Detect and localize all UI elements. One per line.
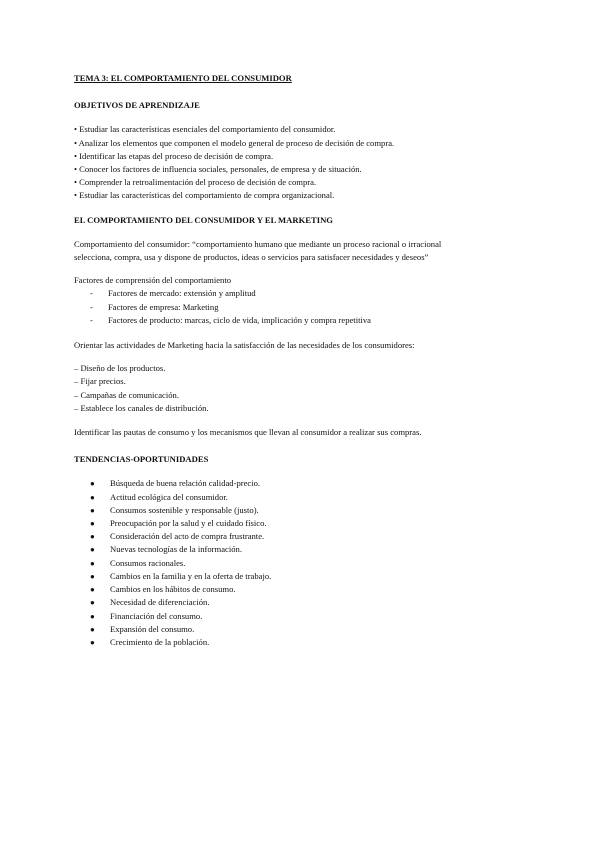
orient-paragraph: Orientar las actividades de Marketing hacia la satisfacción de las necesidades de los consumidores:: [74, 340, 415, 351]
objective-item: • Identificar las etapas del proceso de decisión de compra.: [74, 150, 274, 161]
trend-item: [74, 543, 544, 556]
objective-item: • Analizar los elementos que componen el modelo general de proceso de decisión de compra.: [74, 137, 395, 148]
bullet-icon: ●: [90, 532, 95, 542]
factor-item: [74, 301, 544, 314]
document-title: TEMA 3: EL COMPORTAMIENTO DEL CONSUMIDOR: [74, 73, 292, 83]
factor-text: Factores de empresa: Marketing: [108, 301, 219, 312]
trend-text: Consideración del acto de compra frustrante.: [110, 531, 265, 542]
objective-item: • Estudiar las características del comportamiento de compra organizacional.: [74, 190, 335, 201]
trend-item: [74, 623, 544, 636]
factor-item: [74, 314, 544, 327]
action-item: – Fijar precios.: [74, 376, 126, 387]
trend-item: [74, 596, 544, 609]
trend-text: Expansión del consumo.: [110, 623, 195, 634]
trend-item: [74, 583, 544, 596]
objectives-list: [74, 123, 544, 202]
bullet-icon: ●: [90, 479, 95, 489]
document-content: [74, 72, 544, 649]
bullet-icon: ●: [90, 558, 95, 568]
trend-text: Nuevas tecnologías de la información.: [110, 544, 242, 555]
bullet-icon: ●: [90, 505, 95, 515]
objectives-heading: OBJETIVOS DE APRENDIZAJE: [74, 100, 200, 111]
bullet-icon: ●: [90, 598, 95, 608]
trend-text: Actitud ecológica del consumidor.: [110, 491, 228, 502]
trend-item: [74, 504, 544, 517]
trend-item: [74, 610, 544, 623]
bullet-icon: ●: [90, 585, 95, 595]
trend-text: Crecimiento de la población.: [110, 636, 210, 647]
action-item: – Diseño de los productos.: [74, 363, 166, 374]
bullet-icon: ●: [90, 624, 95, 634]
bullet-icon: ●: [90, 637, 95, 647]
dash-marker: -: [90, 314, 93, 325]
dash-marker: -: [90, 301, 93, 312]
trend-text: Búsqueda de buena relación calidad-precio.: [110, 478, 261, 489]
trend-item: [74, 570, 544, 583]
bullet-icon: ●: [90, 571, 95, 581]
factor-text: Factores de producto: marcas, ciclo de vida, implicación y compra repetitiva: [108, 314, 371, 325]
objective-item: • Comprender la retroalimentación del proceso de decisión de compra.: [74, 177, 317, 188]
objective-item: • Estudiar las características esenciales del comportamiento del consumidor.: [74, 124, 336, 135]
trend-text: Financiación del consumo.: [110, 610, 203, 621]
definition-line-1: Comportamiento del consumidor: “comportamiento humano que mediante un proceso racional o irracional: [74, 238, 442, 249]
trend-item: [74, 491, 544, 504]
trend-text: Preocupación por la salud y el cuidado físico.: [110, 518, 267, 529]
trends-heading: TENDENCIAS-OPORTUNIDADES: [74, 454, 209, 465]
trends-list: [74, 477, 544, 649]
definition-line-2: selecciona, compra, usa y dispone de productos, ideas o servicios para satisfacer necesidades y deseos”: [74, 252, 429, 263]
trend-item: [74, 530, 544, 543]
trend-text: Necesidad de diferenciación.: [110, 597, 210, 608]
factors-list: [74, 287, 544, 327]
bullet-icon: ●: [90, 519, 95, 529]
dash-marker: -: [90, 288, 93, 299]
marketing-heading: EL COMPORTAMIENTO DEL CONSUMIDOR Y EL MARKETING: [74, 214, 333, 225]
trend-item: [74, 557, 544, 570]
factor-item: [74, 287, 544, 300]
trend-text: Cambios en la familia y en la oferta de trabajo.: [110, 570, 272, 581]
trend-text: Consumos racionales.: [110, 557, 186, 568]
factor-text: Factores de mercado: extensión y amplitud: [108, 288, 256, 299]
bullet-icon: ●: [90, 545, 95, 555]
identify-paragraph: Identificar las pautas de consumo y los mecanismos que llevan al consumidor a realizar sus compras.: [74, 427, 422, 438]
trend-item: [74, 636, 544, 649]
trend-item: [74, 517, 544, 530]
trend-item: [74, 477, 544, 490]
action-item: – Campañas de comunicación.: [74, 389, 180, 400]
trend-text: Cambios en los hábitos de consumo.: [110, 584, 236, 595]
objective-item: • Conocer los factores de influencia sociales, personales, de empresa y de situación.: [74, 164, 362, 175]
bullet-icon: ●: [90, 611, 95, 621]
trend-text: Consumos sostenible y responsable (justo).: [110, 504, 259, 515]
action-item: – Establece los canales de distribución.: [74, 402, 209, 413]
actions-list: [74, 362, 544, 415]
consumer-behavior-definition: [74, 238, 544, 264]
bullet-icon: ●: [90, 492, 95, 502]
factors-title: Factores de comprensión del comportamiento: [74, 275, 232, 286]
